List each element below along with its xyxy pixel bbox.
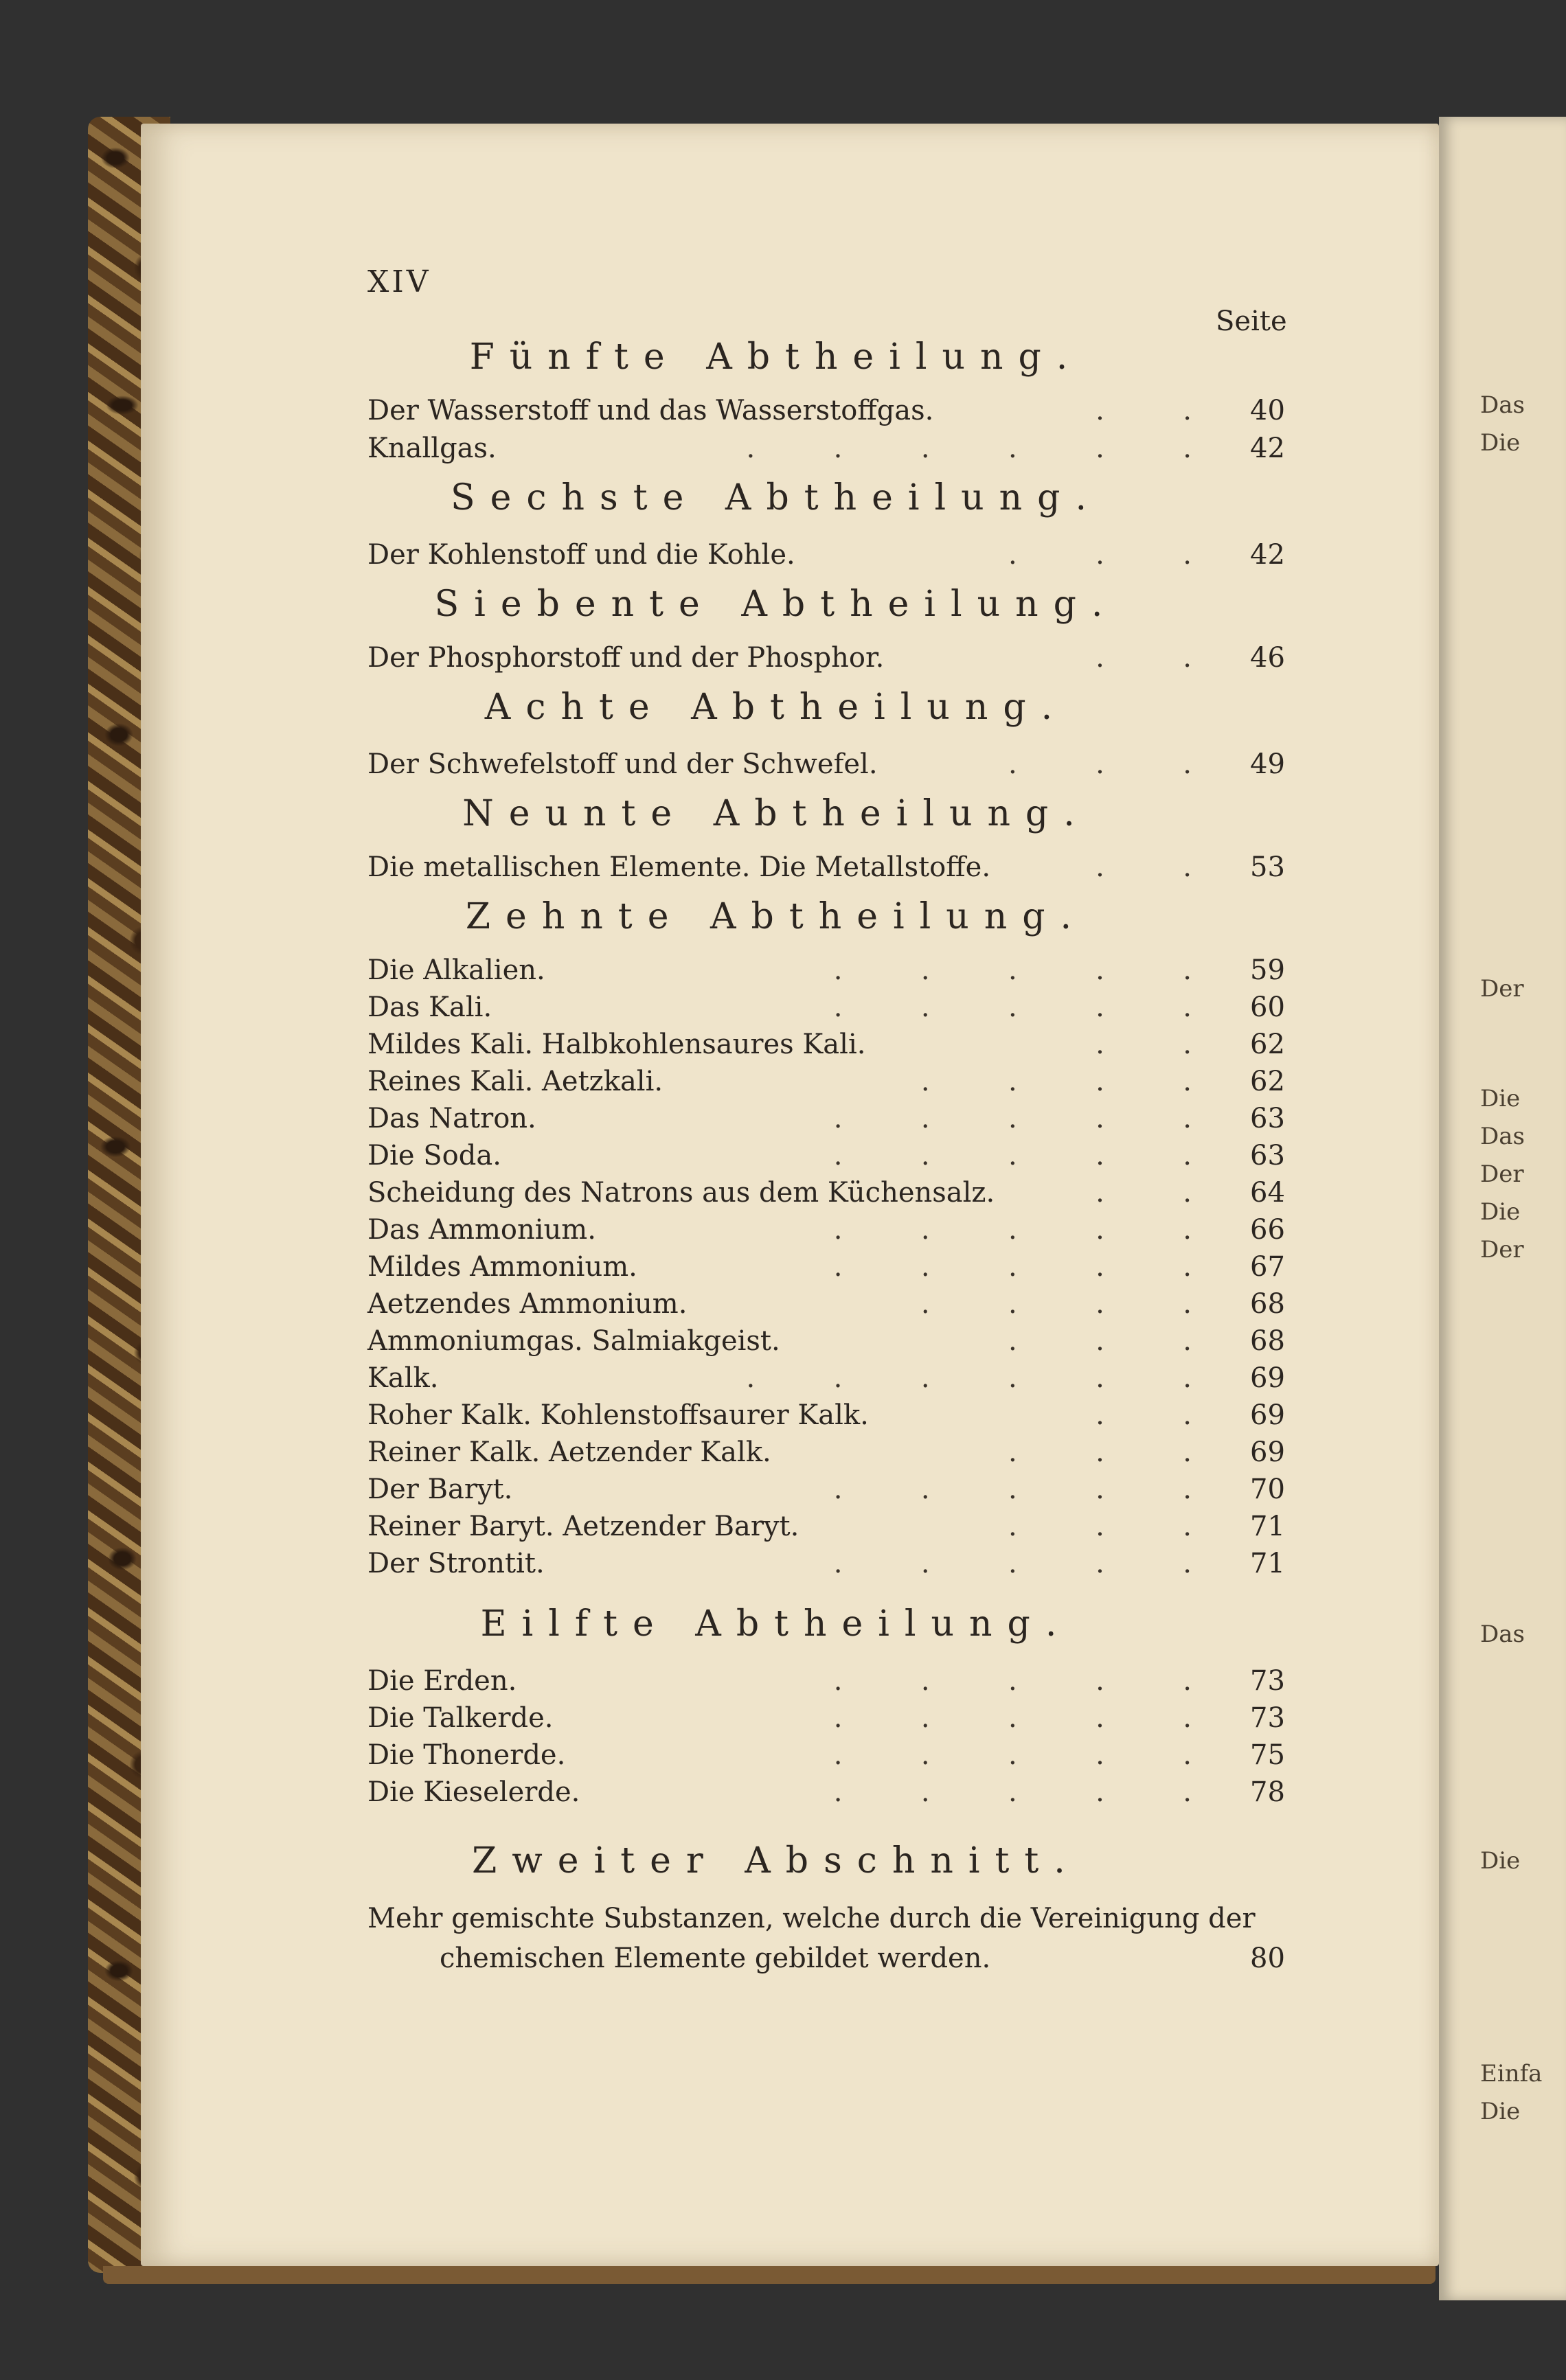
toc-entry	[367, 1177, 1295, 1214]
facing-fragment: Der	[1480, 1160, 1524, 1188]
leader-dots: . . .	[1008, 1437, 1192, 1468]
section-heading: Fünfte Abtheilung.	[469, 336, 1083, 378]
toc-entry	[367, 1214, 1295, 1251]
entry-page: 46	[1250, 642, 1285, 674]
leader-dots: . . .	[1008, 1511, 1192, 1542]
entry-title: Der Phosphorstoff und der Phosphor.	[367, 642, 885, 674]
leader-dots: . .	[1096, 1177, 1192, 1209]
toc-entry	[367, 1776, 1295, 1813]
toc-entry	[367, 1288, 1295, 1325]
entry-title-line2: chemischen Elemente gebildet werden.	[440, 1943, 991, 1974]
entry-title: Der Strontit.	[367, 1548, 545, 1579]
toc-entry	[367, 954, 1295, 992]
entry-page: 73	[1250, 1702, 1285, 1734]
entry-title: Der Baryt.	[367, 1474, 513, 1505]
section-heading: Achte Abtheilung.	[484, 687, 1068, 728]
toc-entry	[367, 1739, 1295, 1776]
toc-entry	[367, 1325, 1295, 1362]
leader-dots: . . .	[1008, 1325, 1192, 1357]
entry-title: Ammoniumgas. Salmiakgeist.	[367, 1325, 780, 1357]
leader-dots: . . . . .	[833, 992, 1192, 1023]
toc-entry	[367, 539, 1295, 576]
toc-entry	[367, 1474, 1295, 1511]
entry-title: Die Thonerde.	[367, 1739, 566, 1771]
entry-page: 67	[1250, 1251, 1285, 1283]
entry-page: 49	[1250, 748, 1285, 780]
leader-dots: . . . . .	[833, 1776, 1192, 1808]
toc-entry	[367, 1399, 1295, 1437]
facing-fragment: Das	[1480, 1123, 1525, 1150]
leader-dots: . . . . .	[833, 1214, 1192, 1246]
entry-title: Der Kohlenstoff und die Kohle.	[367, 539, 795, 571]
toc-entry	[367, 395, 1295, 432]
entry-title: Der Schwefelstoff und der Schwefel.	[367, 748, 878, 780]
leader-dots: . .	[1096, 395, 1192, 426]
entry-title: Reines Kali. Aetzkali.	[367, 1066, 663, 1097]
toc-entry	[367, 1103, 1295, 1140]
entry-title-line1: Mehr gemischte Substanzen, welche durch die Vereinigung der	[367, 1903, 1256, 1934]
entry-page: 78	[1250, 1776, 1285, 1808]
entry-title: Aetzendes Ammonium.	[367, 1288, 688, 1320]
toc-entry	[367, 992, 1295, 1029]
entry-title: Reiner Baryt. Aetzender Baryt.	[367, 1511, 799, 1542]
leader-dots: . . . . .	[833, 1665, 1192, 1697]
section-heading: Neunte Abtheilung.	[462, 793, 1090, 834]
entry-page: 59	[1250, 954, 1285, 986]
entry-page: 62	[1250, 1029, 1285, 1060]
toc-entry	[367, 1665, 1295, 1702]
leader-dots: . .	[1096, 1399, 1192, 1431]
toc-entry	[367, 642, 1295, 679]
toc-entry	[367, 1548, 1295, 1585]
entry-title: Die metallischen Elemente. Die Metallstoffe.	[367, 851, 991, 883]
entry-title: Die Kieselerde.	[367, 1776, 580, 1808]
entry-page: 42	[1250, 539, 1285, 571]
entry-title: Die Erden.	[367, 1665, 517, 1697]
toc-entry	[367, 1899, 1288, 1978]
entry-page: 63	[1250, 1140, 1285, 1171]
entry-title: Das Kali.	[367, 992, 492, 1023]
facing-fragment: Der	[1480, 1236, 1524, 1263]
entry-page: 80	[1250, 1943, 1285, 1974]
toc-entry	[367, 1362, 1295, 1399]
facing-fragment: Die	[1480, 1198, 1521, 1226]
toc-entry	[367, 1511, 1295, 1548]
toc-entry	[367, 748, 1295, 786]
entry-page: 42	[1250, 433, 1285, 464]
entry-title: Das Ammonium.	[367, 1214, 596, 1246]
entry-title: Die Soda.	[367, 1140, 501, 1171]
entry-page: 66	[1250, 1214, 1285, 1246]
toc-entry	[367, 1066, 1295, 1103]
section-heading: Zehnte Abtheilung.	[465, 896, 1087, 937]
entry-page: 60	[1250, 992, 1285, 1023]
leader-dots: . . . . . .	[746, 1362, 1192, 1394]
entry-title: Der Wasserstoff und das Wasserstoffgas.	[367, 395, 934, 426]
leader-dots: . . . . .	[833, 1103, 1192, 1134]
leader-dots: . . . . .	[833, 1702, 1192, 1734]
leader-dots: . . . . .	[833, 1548, 1192, 1579]
toc-entry	[367, 1702, 1295, 1739]
entry-page: 69	[1250, 1399, 1285, 1431]
entry-page: 63	[1250, 1103, 1285, 1134]
facing-fragment: Die	[1480, 2098, 1521, 2125]
entry-page: 75	[1250, 1739, 1285, 1771]
entry-page: 69	[1250, 1437, 1285, 1468]
leader-dots: . . . . .	[833, 1140, 1192, 1171]
leader-dots: . .	[1096, 642, 1192, 674]
section-heading: Eilfte Abtheilung.	[480, 1603, 1072, 1645]
leader-dots: . . . .	[920, 1288, 1192, 1320]
facing-fragment: Das	[1480, 1621, 1525, 1648]
entry-page: 71	[1250, 1548, 1285, 1579]
column-header: Seite	[1216, 306, 1287, 337]
entry-title: Reiner Kalk. Aetzender Kalk.	[367, 1437, 771, 1468]
section-heading: Zweiter Abschnitt.	[472, 1840, 1080, 1881]
toc-entry	[367, 1437, 1295, 1474]
entry-page: 68	[1250, 1325, 1285, 1357]
entry-title: Mildes Kali. Halbkohlensaures Kali.	[367, 1029, 866, 1060]
section-heading: Siebente Abtheilung.	[434, 584, 1118, 625]
facing-fragment: Einfa	[1480, 2060, 1543, 2087]
entry-title: Das Natron.	[367, 1103, 536, 1134]
entry-page: 64	[1250, 1177, 1285, 1209]
toc-entry	[367, 1140, 1295, 1177]
page-number: XIV	[367, 264, 431, 299]
entry-page: 71	[1250, 1511, 1285, 1542]
leader-dots: . . .	[1008, 748, 1192, 780]
leader-dots: . . . . .	[833, 1739, 1192, 1771]
entry-page: 53	[1250, 851, 1285, 883]
leader-dots: . .	[1096, 1029, 1192, 1060]
section-heading: Sechste Abtheilung.	[451, 477, 1102, 518]
leader-dots: . . . . .	[833, 1474, 1192, 1505]
entry-page: 68	[1250, 1288, 1285, 1320]
leader-dots: . . .	[1008, 539, 1192, 571]
entry-title: Kalk.	[367, 1362, 439, 1394]
entry-title: Roher Kalk. Kohlenstoffsaurer Kalk.	[367, 1399, 869, 1431]
entry-title: Knallgas.	[367, 433, 497, 464]
entry-title: Die Alkalien.	[367, 954, 545, 986]
entry-page: 73	[1250, 1665, 1285, 1697]
facing-fragment: Die	[1480, 429, 1521, 457]
leader-dots: . . . . .	[833, 1251, 1192, 1283]
entry-page: 69	[1250, 1362, 1285, 1394]
leader-dots: . . . . . .	[746, 433, 1192, 464]
facing-fragment: Das	[1480, 391, 1525, 419]
entry-page: 70	[1250, 1474, 1285, 1505]
leader-dots: . . . . .	[833, 954, 1192, 986]
leader-dots: . .	[1096, 851, 1192, 883]
facing-fragment: Der	[1480, 975, 1524, 1003]
entry-page: 40	[1250, 395, 1285, 426]
entry-page: 62	[1250, 1066, 1285, 1097]
entry-title: Mildes Ammonium.	[367, 1251, 637, 1283]
facing-fragment: Die	[1480, 1847, 1521, 1875]
leader-dots: . . . .	[920, 1066, 1192, 1097]
toc-entry	[367, 1029, 1295, 1066]
entry-title: Die Talkerde.	[367, 1702, 554, 1734]
toc-entry	[367, 1251, 1295, 1288]
toc-entry	[367, 851, 1295, 889]
facing-fragment: Die	[1480, 1085, 1521, 1112]
toc-entry	[367, 433, 1295, 470]
entry-title: Scheidung des Natrons aus dem Küchensalz.	[367, 1177, 995, 1209]
